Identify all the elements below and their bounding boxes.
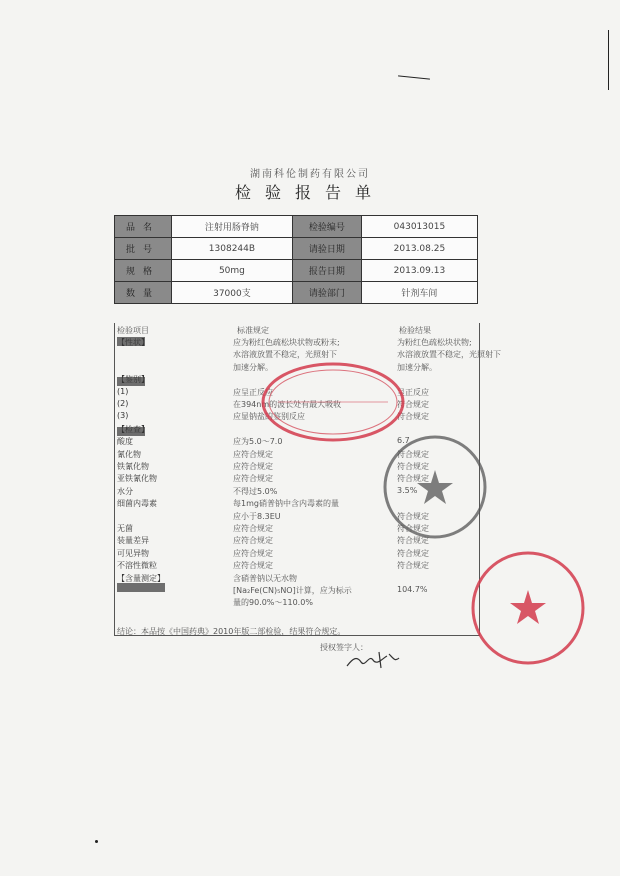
test-standard: 应符合规定 [233,474,273,484]
test-standard: 应符合规定 [233,548,273,558]
test-result: 符合规定 [397,462,429,471]
test-standard: 应为粉红色疏松块状物或粉末; [233,338,340,347]
test-standard: [Na₂Fe(CN)₅NO]计算，应为标示 [233,586,352,595]
signature-image [343,648,403,672]
test-result: 6.7 [397,436,410,446]
test-result: 符合规定 [397,548,429,558]
test-result: 符合规定 [397,511,429,521]
section-highlight [117,583,165,592]
test-result: 104.7% [397,585,428,594]
test-standard: 应小于8.3EU [233,511,281,521]
header-value: 37000支 [172,282,293,304]
test-item: 亚铁氰化物 [117,474,157,484]
test-standard: 不得过5.0% [233,486,278,496]
test-standard: 水溶液放置不稳定，光照射下 [233,350,337,360]
test-standard: 应符合规定 [233,449,273,459]
test-item: 酸度 [117,437,133,447]
test-item: 【含量测定】 [117,573,165,583]
header-label: 检验编号 [292,216,361,238]
test-result: 呈正反应 [397,387,429,397]
test-result: 3.5% [397,485,418,495]
header-value: 50mg [172,260,293,282]
test-standard: 应符合规定 [233,462,273,471]
test-result: 为粉红色疏松块状物; [397,338,472,347]
test-result: 符合规定 [397,449,429,459]
test-standard: 每1mg硝普钠中含内毒素的量 [233,499,339,509]
column-header-standard: 标准规定 [237,326,269,335]
test-result: 符合规定 [397,524,429,533]
header-value: 043013015 [361,216,477,238]
header-row [115,260,478,282]
column-header-item: 检验项目 [117,326,149,335]
test-item: 水分 [117,486,133,496]
test-result: 符合规定 [397,536,429,546]
test-item: 不溶性微粒 [117,561,157,571]
test-item: 【检查】 [117,424,149,434]
test-item: 可见异物 [117,548,149,558]
test-result: 加速分解。 [397,362,437,372]
test-standard: 量的90.0%～110.0% [233,598,313,608]
test-standard: 应为5.0～7.0 [233,437,283,447]
signer-label: 授权签字人： [320,643,368,652]
test-standard: 应显钠盐的鉴别反应 [233,412,305,422]
test-item: (2) [117,399,129,408]
stamp-2 [380,432,490,542]
test-standard: 应呈正反应 [233,387,273,397]
scan-dot [95,840,98,843]
test-item: 无菌 [117,524,133,533]
test-item: 【鉴别】 [117,375,149,385]
header-row [115,238,478,260]
test-standard: 应符合规定 [233,536,273,546]
header-label: 批号 [115,238,172,260]
header-label: 规格 [115,260,172,282]
company-name: 湖南科伦制药有限公司 [250,169,370,180]
test-standard: 在394nm的波长处有最大吸收 [233,400,342,409]
test-item: 氰化物 [117,449,141,459]
conclusion-text: 结论：本品按《中国药典》2010年版二部检验，结果符合规定。 [117,627,346,636]
header-value: 1308244B [172,238,293,260]
header-value: 2013.08.25 [361,238,477,260]
test-item: 细菌内毒素 [117,499,157,509]
test-result: 符合规定 [397,474,429,484]
header-label: 请验日期 [292,238,361,260]
test-standard: 含硝普钠以无水物 [233,573,297,583]
test-result: 符合规定 [397,412,429,422]
header-label: 报告日期 [292,260,361,282]
header-value: 2013.09.13 [361,260,477,282]
header-value: 注射用肠脊钠 [172,216,293,238]
test-result: 符合规定 [397,400,429,409]
test-result: 符合规定 [397,561,429,571]
test-standard: 应符合规定 [233,524,273,533]
stamp-3 [468,548,588,668]
test-result: 水溶液放置不稳定，光照射下 [397,350,501,360]
column-header-result: 检验结果 [399,326,431,335]
test-item: 铁氰化物 [117,462,149,471]
header-row [115,216,478,238]
scan-mark [398,75,430,79]
test-standard: 加速分解。 [233,362,273,372]
test-item: (3) [117,411,129,421]
header-row [115,282,478,304]
test-standard: 应符合规定 [233,561,273,571]
header-label: 请验部门 [292,282,361,304]
header-label: 数量 [115,282,172,304]
test-item: (1) [117,386,129,396]
test-item: 装量差异 [117,536,149,546]
report-header-table [114,215,478,304]
scan-edge-line [608,30,609,90]
header-value: 针剂车间 [361,282,477,304]
header-label: 品名 [115,216,172,238]
report-title: 检验报告单 [234,183,385,202]
test-item: 【性状】 [117,338,149,347]
